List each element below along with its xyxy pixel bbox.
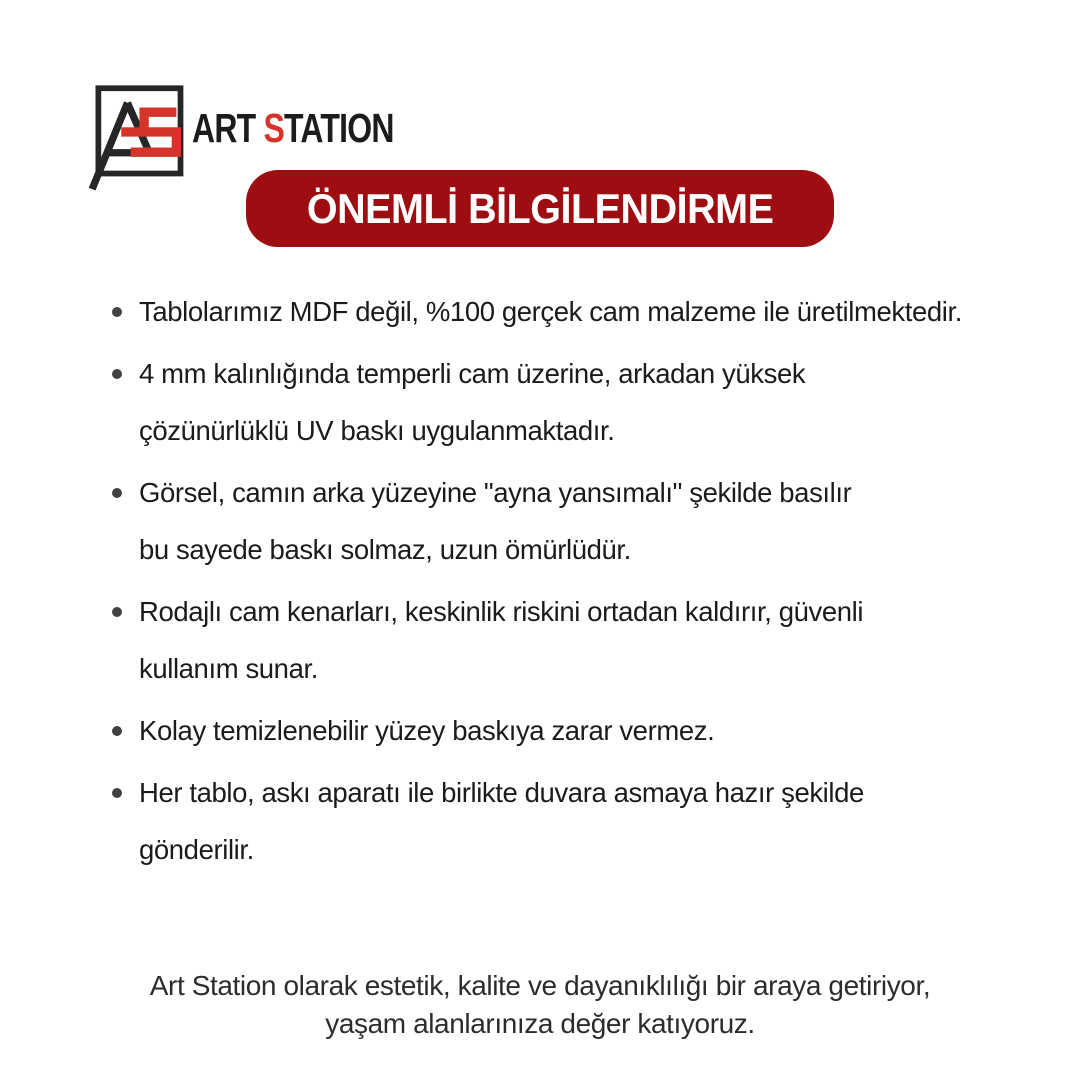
bullet-dot-icon: [112, 488, 122, 498]
list-item: [112, 283, 1052, 340]
bullet-text: Kolay temizlenebilir yüzey baskıya zarar vermez.: [139, 715, 715, 746]
bullet-text: çözünürlüklü UV baskı uygulanmaktadır.: [139, 415, 615, 446]
bullet-text: Her tablo, askı aparatı ile birlikte duvara asmaya hazır şekilde: [139, 777, 864, 808]
bullet-text: Rodajlı cam kenarları, keskinlik riskini ortadan kaldırır, güvenli: [139, 596, 864, 627]
list-item: [112, 345, 1052, 459]
important-info-banner: [246, 170, 834, 247]
brand-header: [89, 82, 394, 192]
bullet-text: bu sayede baskı solmaz, uzun ömürlüdür.: [139, 534, 631, 565]
banner-title: ÖNEMLİ BİLGİLENDİRME: [306, 184, 774, 232]
list-item: [112, 702, 1052, 759]
brand-name-part2: TATION: [284, 105, 394, 151]
brand-name: [192, 105, 394, 152]
list-item: [112, 764, 1052, 878]
bullet-text: gönderilir.: [139, 834, 254, 865]
bullet-dot-icon: [112, 369, 122, 379]
list-item: [112, 583, 1052, 697]
brand-name-accent: S: [263, 105, 285, 151]
footer-line: yaşam alanlarınıza değer katıyoruz.: [325, 1007, 755, 1039]
footer-line: Art Station olarak estetik, kalite ve dayanıklılığı bir araya getiriyor,: [149, 970, 931, 1001]
bullet-dot-icon: [112, 607, 122, 617]
bullet-text: Tablolarımız MDF değil, %100 gerçek cam malzeme ile üretilmektedir.: [139, 296, 962, 327]
brand-name-part1: ART: [192, 105, 264, 151]
bullet-text: 4 mm kalınlığında temperli cam üzerine, arkadan yüksek: [139, 358, 806, 389]
footer-tagline: [0, 967, 1080, 1042]
info-bullet-list: [112, 283, 1052, 883]
bullet-dot-icon: [112, 788, 122, 798]
bullet-dot-icon: [112, 726, 122, 736]
list-item: [112, 464, 1052, 578]
bullet-text: kullanım sunar.: [139, 653, 318, 684]
art-station-logo-icon: [89, 82, 193, 186]
bullet-dot-icon: [112, 307, 122, 317]
bullet-text: Görsel, camın arka yüzeyine "ayna yansımalı" şekilde basılır: [139, 477, 852, 508]
